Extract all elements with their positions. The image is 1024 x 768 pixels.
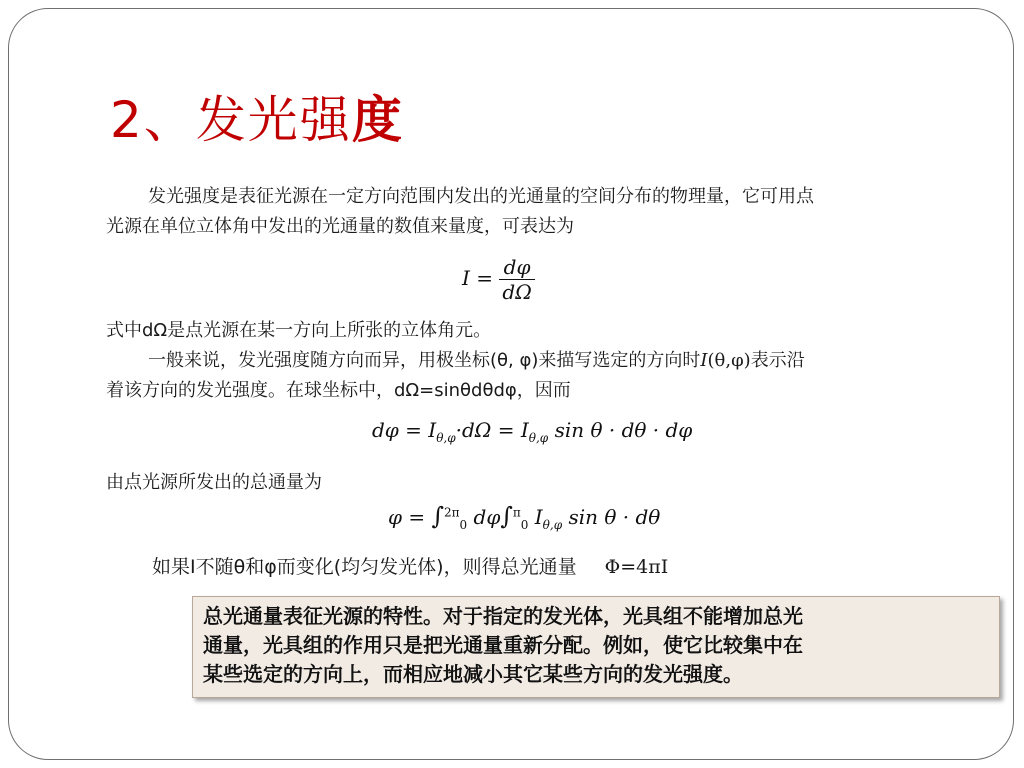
title-text-bold: 度 [351,91,404,149]
text-segment: 如果I不随θ和φ而变化(均匀发光体)，则得总光通量 [152,556,577,578]
callout-line: 某些选定的方向上，而相应地减小其它某些方向的发光强度。 [203,662,743,686]
eq-subscript: θ,φ [528,431,549,445]
eq-symbol: I [534,505,543,529]
integral-lower-limit: 0 [520,518,529,532]
eq-symbol: I [462,266,470,290]
callout-line: 总光通量表征光源的特性。对于指定的发光体，光具组不能增加总光 [203,604,803,628]
eq-part: dφ = I [372,418,437,442]
paragraph-uniform-source [152,552,1024,582]
eq-subscript: θ,φ [436,431,456,445]
paragraph-line: 发光强度是表征光源在一定方向范围内发出的光通量的空间分布的物理量，它可用点 [148,186,814,207]
eq-part: dφ [473,505,501,529]
eq-part: ·dΩ = I [455,418,529,442]
paragraph-definition [106,182,986,242]
formula-total-flux: Φ=4πI [604,556,669,578]
integral-sign: ∫ [431,502,444,530]
callout-box [192,596,1000,698]
paragraph-line [106,346,986,376]
math-argument: (θ,φ) [707,350,751,371]
text-segment: 表示沿 [750,350,805,371]
title-text: 发光强 [195,91,352,149]
callout-line: 通量，光具组的作用只是把光通量重新分配。例如，使它比较集中在 [203,633,803,657]
paragraph-total-flux [106,468,986,498]
paragraph-line: 由点光源所发出的总通量为 [106,472,322,493]
eq-numerator: dφ [499,255,534,280]
eq-equals: = [476,266,494,290]
equation-flux-element [372,418,692,445]
eq-fraction [499,255,534,304]
eq-part: φ = [388,505,432,529]
math-symbol: I [700,350,708,371]
eq-subscript: θ,φ [542,518,563,532]
paragraph-explanation [106,316,986,406]
eq-part: sin θ · dθ [562,505,661,529]
paragraph-line: 光源在单位立体角中发出的光通量的数值来量度，可表达为 [106,216,574,237]
title-number: 2、 [110,91,196,149]
eq-denominator: dΩ [502,280,532,304]
paragraph-line: 式中dΩ是点光源在某一方向上所张的立体角元。 [106,320,492,341]
equation-total-flux [388,502,660,532]
paragraph-line: 着该方向的发光强度。在球坐标中，dΩ=sinθdθdφ，因而 [106,380,571,401]
integral-lower-limit: 0 [459,518,468,532]
integral-upper-limit: 2π [444,505,460,520]
slide-title [110,80,404,152]
integral-upper-limit: π [512,505,521,520]
text-segment: 一般来说，发光强度随方向而异，用极坐标(θ, φ)来描写选定的方向时 [148,350,701,371]
eq-part: sin θ · dθ · dφ [548,418,693,442]
equation-intensity [462,255,535,304]
integral-sign: ∫ [500,502,513,530]
